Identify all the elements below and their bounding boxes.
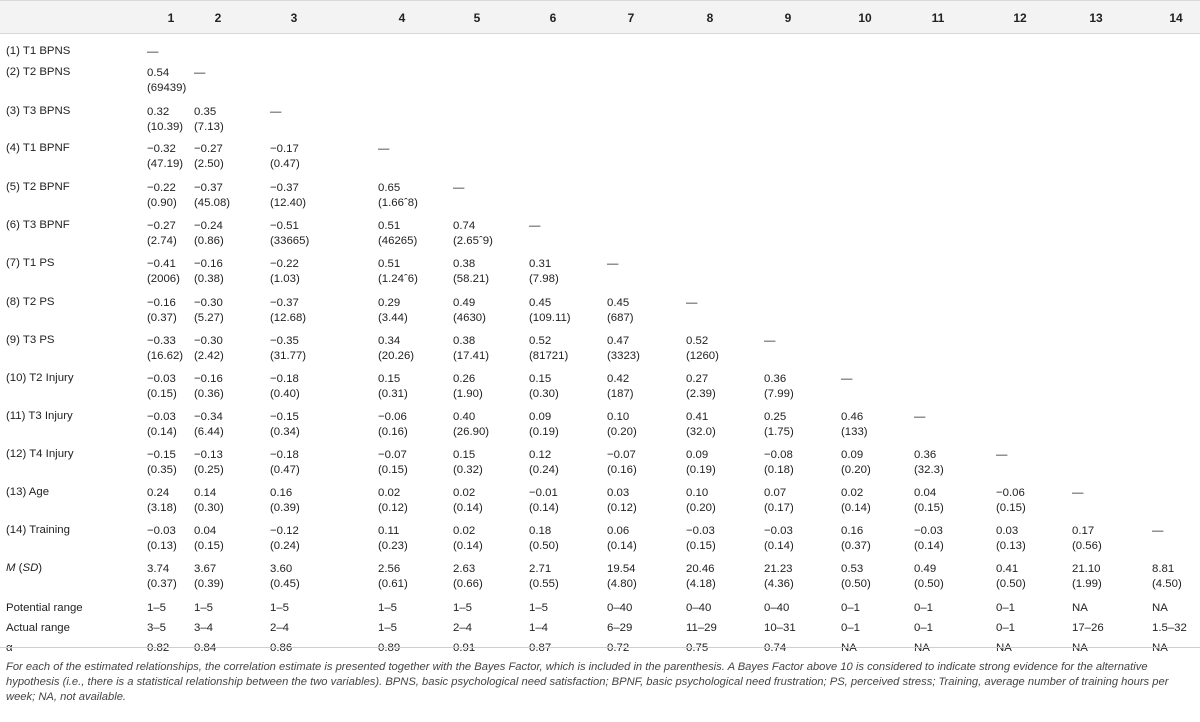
table-cell: 8.81 (4.50) [1152, 563, 1182, 590]
table-cell: −0.22 (0.90) [147, 182, 177, 209]
table-cell: 21.10 (1.99) [1072, 563, 1102, 590]
row-label: (8) T2 PS [6, 296, 55, 308]
table-cell: −0.41 (2006) [147, 258, 180, 285]
table-cell: −0.33 (16.62) [147, 335, 184, 362]
table-cell: −0.16 (0.38) [194, 258, 224, 285]
row-label: (1) T1 BPNS [6, 45, 71, 57]
column-header-6: 6 [549, 11, 557, 25]
table-cell: −0.30 (2.42) [194, 335, 224, 362]
table-cell: 0.41 (32.0) [686, 411, 716, 438]
row-label: (9) T3 PS [6, 334, 55, 346]
summary-cell: 0.82 [147, 642, 170, 654]
summary-cell: 3–4 [194, 622, 214, 634]
table-cell: −0.15 (0.35) [147, 449, 177, 476]
table-cell: 0.16 (0.39) [270, 487, 300, 514]
summary-cell: 0.87 [529, 642, 552, 654]
table-cell: −0.06 (0.16) [378, 411, 408, 438]
summary-row-label: Actual range [6, 622, 70, 634]
column-header-14: 14 [1169, 11, 1183, 25]
summary-cell: NA [1152, 602, 1168, 614]
summary-cell: 0–1 [841, 602, 861, 614]
table-cell: — [1072, 487, 1084, 499]
column-header-12: 12 [1013, 11, 1027, 25]
table-cell: — [1152, 525, 1164, 537]
summary-cell: NA [1152, 642, 1168, 654]
summary-cell: 0–1 [914, 602, 934, 614]
summary-cell: NA [1072, 602, 1088, 614]
table-cell: 2.63 (0.66) [453, 563, 483, 590]
table-cell: 0.54 (69439) [147, 67, 187, 94]
column-header-5: 5 [473, 11, 481, 25]
table-cell: — [607, 258, 619, 270]
summary-cell: 3–5 [147, 622, 167, 634]
summary-cell: 1–5 [378, 622, 398, 634]
column-header-2: 2 [214, 11, 222, 25]
summary-cell: 17–26 [1072, 622, 1104, 634]
table-cell: −0.06 (0.15) [996, 487, 1026, 514]
row-label: (13) Age [6, 486, 50, 498]
table-cell: 0.45 (109.11) [529, 297, 571, 324]
row-label: (2) T2 BPNS [6, 66, 71, 78]
table-header [0, 0, 1200, 34]
table-cell: −0.03 (0.14) [914, 525, 944, 552]
row-label: (14) Training [6, 524, 70, 536]
table-cell: −0.18 (0.47) [270, 449, 300, 476]
table-cell: 0.03 (0.13) [996, 525, 1026, 552]
table-cell: −0.51 (33665) [270, 220, 310, 247]
table-cell: 3.60 (0.45) [270, 563, 300, 590]
table-cell: — [378, 143, 390, 155]
row-label: (7) T1 PS [6, 257, 55, 269]
row-label: (11) T3 Injury [6, 410, 73, 422]
summary-cell: 0.89 [378, 642, 401, 654]
table-cell: 0.46 (133) [841, 411, 868, 438]
table-cell: 0.35 (7.13) [194, 106, 224, 133]
summary-cell: 1–5 [529, 602, 549, 614]
summary-cell: NA [914, 642, 930, 654]
table-cell: −0.37 (12.40) [270, 182, 307, 209]
table-cell: 0.10 (0.20) [686, 487, 716, 514]
summary-cell: 0.75 [686, 642, 709, 654]
table-cell: 0.09 (0.19) [529, 411, 559, 438]
column-header-10: 10 [858, 11, 872, 25]
summary-cell: 2–4 [270, 622, 290, 634]
table-cell: 0.15 (0.32) [453, 449, 483, 476]
table-cell: 0.45 (687) [607, 297, 634, 324]
summary-cell: 0–40 [607, 602, 633, 614]
table-cell: — [529, 220, 541, 232]
table-cell: 0.49 (4630) [453, 297, 486, 324]
summary-cell: NA [996, 642, 1012, 654]
summary-cell: 0.91 [453, 642, 476, 654]
table-cell: 0.14 (0.30) [194, 487, 224, 514]
table-cell: 0.52 (1260) [686, 335, 719, 362]
table-cell: — [194, 67, 206, 79]
table-cell: −0.27 (2.74) [147, 220, 177, 247]
table-cell: 0.09 (0.19) [686, 449, 716, 476]
table-cell: −0.03 (0.14) [147, 411, 177, 438]
summary-cell: 0–1 [841, 622, 861, 634]
table-cell: 0.04 (0.15) [914, 487, 944, 514]
summary-cell: 1–4 [529, 622, 549, 634]
table-cell: 0.02 (0.14) [453, 487, 483, 514]
summary-cell: 1.5–32 [1152, 622, 1187, 634]
table-cell: 0.15 (0.31) [378, 373, 408, 400]
table-cell: −0.03 (0.13) [147, 525, 177, 552]
table-cell: 0.74 (2.65ˆ9) [453, 220, 493, 247]
table-cell: 0.03 (0.12) [607, 487, 637, 514]
summary-cell: 0–1 [914, 622, 934, 634]
table-cell: 0.02 (0.14) [841, 487, 871, 514]
row-label: (3) T3 BPNS [6, 105, 71, 117]
table-cell: −0.03 (0.15) [147, 373, 177, 400]
table-cell: −0.27 (2.50) [194, 143, 224, 170]
summary-cell: 0.86 [270, 642, 293, 654]
table-cell: — [841, 373, 853, 385]
table-footnote: For each of the estimated relationships, the correlation estimate is presented together with the Bayes Factor, which is included in the parenthesis. A Bayes Factor above 10 is considered to indicate strong evidence for the alternative hypothesis (i.e., there is a statistical relationship between the two variables). BPNS, basic psychological need satisfaction; BPNF, basic psychological need frustration; PS, perceived stress; Training, average number of training hours per week; NA, not available. [6, 661, 1169, 703]
table-cell: 0.02 (0.14) [453, 525, 483, 552]
table-cell: 0.34 (20.26) [378, 335, 415, 362]
table-cell: −0.12 (0.24) [270, 525, 300, 552]
table-cell: 0.29 (3.44) [378, 297, 408, 324]
summary-cell: 0–1 [996, 622, 1016, 634]
table-cell: −0.24 (0.86) [194, 220, 224, 247]
row-label: M (SD) [6, 562, 43, 574]
row-label: (4) T1 BPNF [6, 142, 70, 154]
summary-cell: 1–5 [378, 602, 398, 614]
table-cell: 0.47 (3323) [607, 335, 640, 362]
table-cell: 0.07 (0.17) [764, 487, 794, 514]
table-cell: −0.16 (0.37) [147, 297, 177, 324]
table-cell: 0.24 (3.18) [147, 487, 177, 514]
table-cell: 0.36 (32.3) [914, 449, 944, 476]
table-cell: 0.09 (0.20) [841, 449, 871, 476]
table-cell: 0.16 (0.37) [841, 525, 871, 552]
table-cell: — [147, 46, 159, 58]
table-cell: 0.18 (0.50) [529, 525, 559, 552]
summary-cell: 1–5 [453, 602, 473, 614]
table-cell: 20.46 (4.18) [686, 563, 716, 590]
table-cell: −0.07 (0.16) [607, 449, 637, 476]
summary-cell: 6–29 [607, 622, 633, 634]
table-cell: −0.03 (0.15) [686, 525, 716, 552]
summary-cell: 1–5 [147, 602, 167, 614]
table-cell: 0.41 (0.50) [996, 563, 1026, 590]
table-cell: 0.38 (17.41) [453, 335, 490, 362]
table-cell: 21.23 (4.36) [764, 563, 794, 590]
table-cell: — [270, 106, 282, 118]
table-cell: −0.35 (31.77) [270, 335, 307, 362]
table-cell: — [453, 182, 465, 194]
table-cell: 0.32 (10.39) [147, 106, 184, 133]
table-cell: −0.13 (0.25) [194, 449, 224, 476]
column-header-9: 9 [784, 11, 792, 25]
table-cell: 0.51 (1.24ˆ6) [378, 258, 418, 285]
table-cell: −0.08 (0.18) [764, 449, 794, 476]
table-cell: 0.40 (26.90) [453, 411, 490, 438]
summary-cell: NA [1072, 642, 1088, 654]
summary-cell: 0.72 [607, 642, 630, 654]
table-cell: −0.30 (5.27) [194, 297, 224, 324]
table-cell: 0.27 (2.39) [686, 373, 716, 400]
summary-cell: 0–1 [996, 602, 1016, 614]
summary-cell: 10–31 [764, 622, 796, 634]
table-cell: — [686, 297, 698, 309]
summary-row-label: α [6, 642, 13, 654]
table-cell: 0.51 (46265) [378, 220, 418, 247]
table-cell: 2.56 (0.61) [378, 563, 408, 590]
table-cell: 0.17 (0.56) [1072, 525, 1102, 552]
table-cell: 0.36 (7.99) [764, 373, 794, 400]
row-label: (10) T2 Injury [6, 372, 74, 384]
table-cell: 0.15 (0.30) [529, 373, 559, 400]
summary-cell: 1–5 [194, 602, 214, 614]
summary-cell: NA [841, 642, 857, 654]
table-cell: −0.01 (0.14) [529, 487, 559, 514]
table-cell: 0.06 (0.14) [607, 525, 637, 552]
row-label: (12) T4 Injury [6, 448, 74, 460]
column-header-1: 1 [167, 11, 175, 25]
table-cell: 3.67 (0.39) [194, 563, 224, 590]
table-cell: −0.34 (6.44) [194, 411, 224, 438]
table-cell: 0.42 (187) [607, 373, 634, 400]
table-cell: −0.15 (0.34) [270, 411, 300, 438]
summary-cell: 1–5 [270, 602, 290, 614]
table-cell: — [914, 411, 926, 423]
column-header-3: 3 [290, 11, 298, 25]
summary-cell: 0.84 [194, 642, 217, 654]
table-cell: 0.49 (0.50) [914, 563, 944, 590]
table-cell: 0.52 (81721) [529, 335, 569, 362]
column-header-11: 11 [931, 11, 945, 25]
table-cell: 0.31 (7.98) [529, 258, 559, 285]
table-cell: 2.71 (0.55) [529, 563, 559, 590]
table-cell: 0.38 (58.21) [453, 258, 490, 285]
column-header-13: 13 [1089, 11, 1103, 25]
summary-cell: 2–4 [453, 622, 473, 634]
table-cell: 0.12 (0.24) [529, 449, 559, 476]
table-cell: 0.65 (1.66ˆ8) [378, 182, 418, 209]
row-label: (5) T2 BPNF [6, 181, 70, 193]
column-header-4: 4 [398, 11, 406, 25]
table-cell: −0.18 (0.40) [270, 373, 300, 400]
row-label: (6) T3 BPNF [6, 219, 70, 231]
table-bottom-rule [0, 647, 1200, 648]
table-cell: 19.54 (4.80) [607, 563, 637, 590]
table-cell: −0.07 (0.15) [378, 449, 408, 476]
table-cell: −0.22 (1.03) [270, 258, 300, 285]
table-cell: 0.11 (0.23) [378, 525, 408, 552]
table-cell: −0.16 (0.36) [194, 373, 224, 400]
table-cell: −0.03 (0.14) [764, 525, 794, 552]
table-cell: 0.53 (0.50) [841, 563, 871, 590]
summary-cell: 0.74 [764, 642, 787, 654]
table-cell: −0.37 (12.68) [270, 297, 307, 324]
table-cell: 0.02 (0.12) [378, 487, 408, 514]
table-cell: −0.32 (47.19) [147, 143, 184, 170]
summary-cell: 11–29 [686, 622, 717, 634]
table-cell: 0.26 (1.90) [453, 373, 483, 400]
table-cell: — [996, 449, 1008, 461]
column-header-8: 8 [706, 11, 714, 25]
summary-cell: 0–40 [764, 602, 790, 614]
table-cell: −0.37 (45.08) [194, 182, 231, 209]
summary-cell: 0–40 [686, 602, 712, 614]
table-cell: 0.04 (0.15) [194, 525, 224, 552]
table-cell: 0.25 (1.75) [764, 411, 794, 438]
table-cell: 0.10 (0.20) [607, 411, 637, 438]
table-cell: 3.74 (0.37) [147, 563, 177, 590]
table-cell: — [764, 335, 776, 347]
summary-row-label: Potential range [6, 602, 83, 614]
table-cell: −0.17 (0.47) [270, 143, 300, 170]
column-header-7: 7 [627, 11, 635, 25]
